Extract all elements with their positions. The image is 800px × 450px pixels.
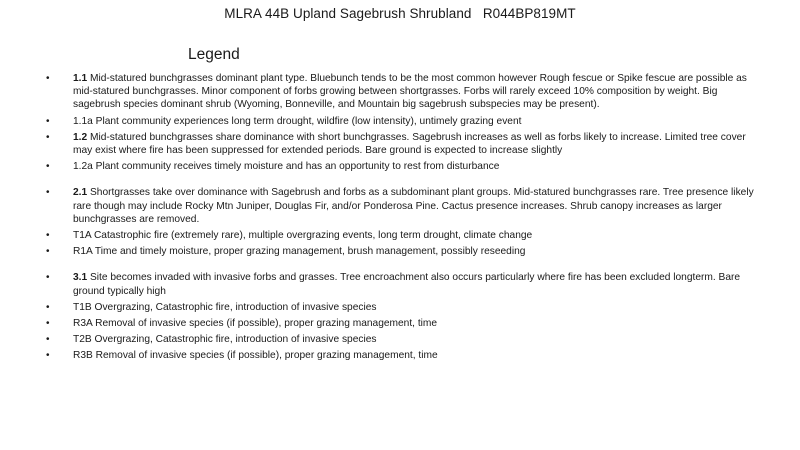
list-item-1-1a [46, 115, 756, 128]
state-label: 1.2 [73, 131, 88, 143]
item-text: Site becomes invaded with invasive forbs and grasses. Tree encroachment also occurs particularly where fire has been excluded longterm. Bare ground typically high [73, 272, 741, 297]
list-item-t1b [46, 301, 756, 314]
item-text: R3B Removal of invasive species (if possible), proper grazing management, time [73, 350, 438, 362]
state-label: 2.1 [73, 187, 88, 199]
item-text: R1A Time and timely moisture, proper grazing management, brush management, possibly reseeding [73, 246, 526, 258]
bullet-icon: • [46, 131, 50, 143]
item-text: Shortgrasses take over dominance with Sagebrush and forbs as a subdominant plant groups. Mid-statured bunchgrasses rare. Tree presence likely rare though may include Rocky Mtn Juniper, Douglas Fir, and/or Ponderosa Pine. Cactus presence increases. Shrub canopy increases as larger bunchgrasses are removed. [73, 187, 754, 225]
bullet-icon: • [46, 350, 50, 362]
bullet-icon: • [46, 73, 50, 84]
list-item-2-1 [46, 186, 756, 226]
bullet-icon: • [46, 272, 50, 284]
list-item-1-2 [46, 131, 756, 157]
state-label: 1.1 [73, 73, 88, 84]
item-text: Mid-statured bunchgrasses dominant plant type. Bluebunch tends to be the most common however Rough fescue or Spike fescue are possible as mid-statured bunchgrasses. Minor component of forbs growing between shortgrasses. Forbs will rarely exceed 10% composition by weight. Big sagebrush species dominant shrub (Wyoming, Bonneville, and Mountain big sagebrush subspecies may be present). [73, 73, 747, 111]
bullet-icon: • [46, 334, 50, 346]
legend-heading: Legend [188, 46, 240, 63]
item-text: Mid-statured bunchgrasses share dominance with short bunchgrasses. Sagebrush increases as well as forbs likely to increase. Limited tree cover may exist where fire has been suppressed for extended periods. Bare ground is expected to increase slightly [73, 131, 746, 157]
item-text: T1A Catastrophic fire (extremely rare), multiple overgrazing events, long term drought, climate change [73, 230, 533, 242]
item-text: 1.2a Plant community receives timely moisture and has an opportunity to rest from disturbance [73, 161, 500, 173]
bullet-icon: • [46, 246, 50, 258]
item-text: T2B Overgrazing, Catastrophic fire, introduction of invasive species [73, 334, 377, 346]
bullet-icon: • [46, 301, 50, 313]
slide-title: MLRA 44B Upland Sagebrush Shrubland R044BP819MT [224, 6, 576, 21]
list-item-r3b [46, 349, 756, 362]
list-item-1-2a [46, 160, 756, 173]
item-text: R3A Removal of invasive species (if possible), proper grazing management, time [73, 318, 438, 330]
bullet-icon: • [46, 115, 50, 127]
list-item-t1a [46, 229, 756, 242]
list-item-1-1 [46, 72, 756, 112]
item-text: T1B Overgrazing, Catastrophic fire, introduction of invasive species [73, 301, 377, 313]
state-label: 3.1 [73, 272, 88, 284]
list-item-r1a [46, 245, 756, 258]
bullet-icon: • [46, 161, 50, 173]
list-item-3-1 [46, 271, 756, 297]
bullet-icon: • [46, 187, 50, 199]
bullet-icon: • [46, 318, 50, 330]
list-item-r3a [46, 317, 756, 330]
legend-bullet-list [46, 72, 756, 366]
item-text: 1.1a Plant community experiences long term drought, wildfire (low intensity), untimely grazing event [73, 115, 522, 127]
bullet-icon: • [46, 230, 50, 242]
list-item-t2b [46, 333, 756, 346]
